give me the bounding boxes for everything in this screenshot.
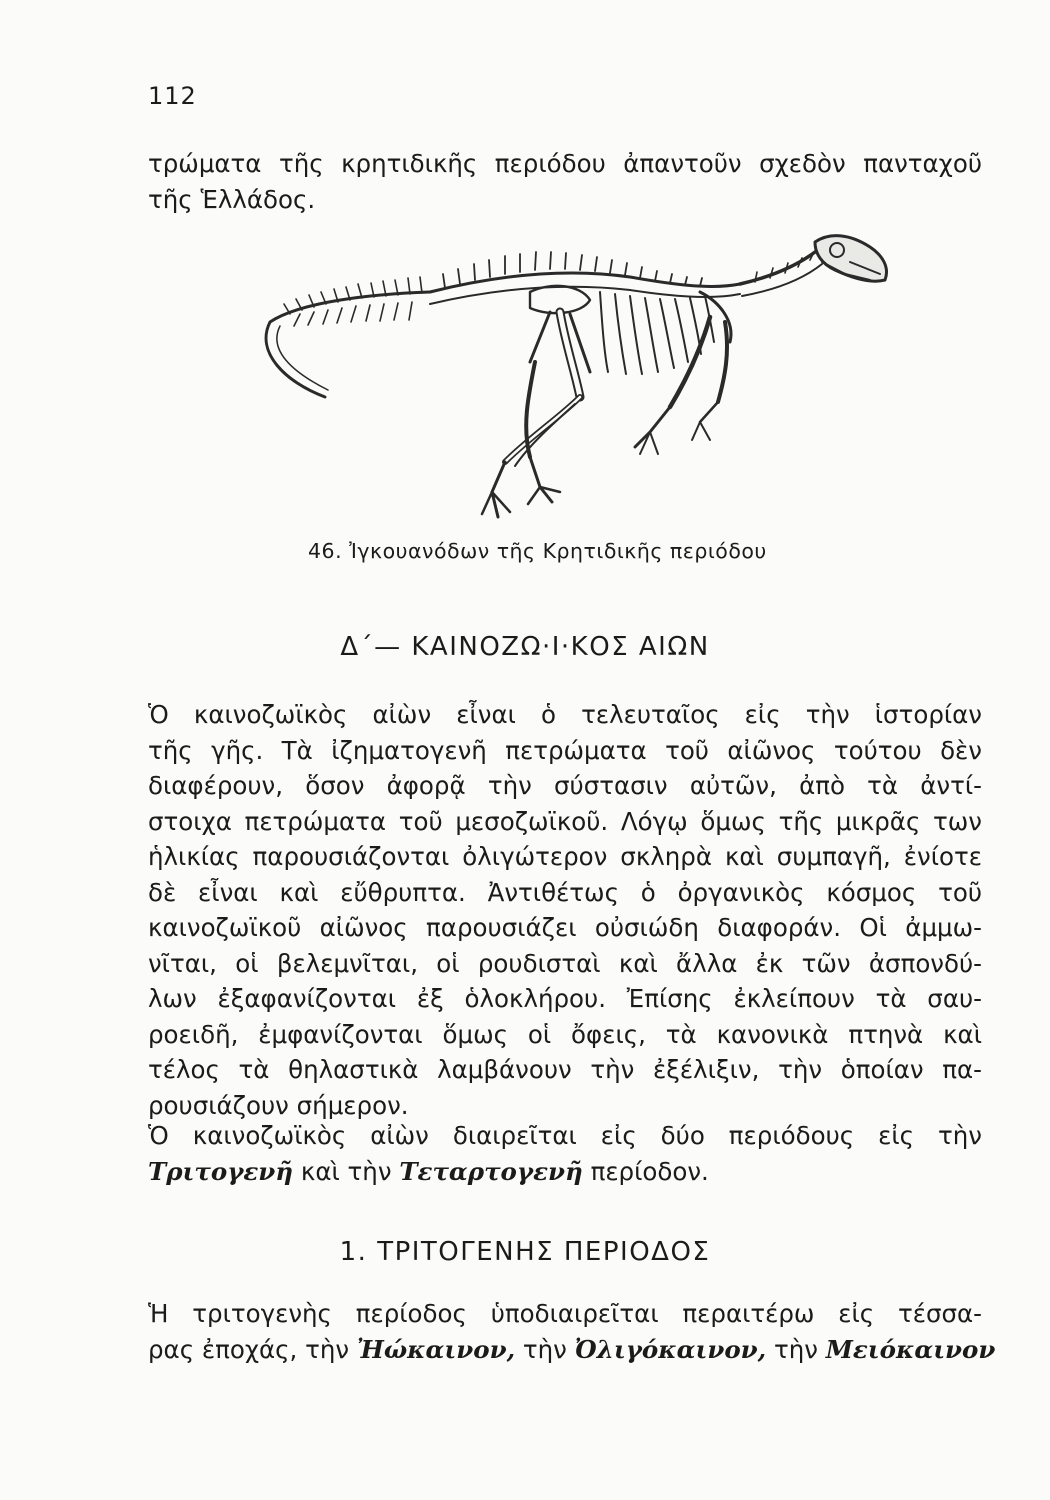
paragraph-line: στοιχα πετρώματα τοῦ μεσοζωϊκοῦ. Λόγῳ ὅμως τῆς μικρᾶς των — [148, 806, 982, 836]
intro-paragraph — [148, 146, 982, 217]
section-heading-tritogenis: 1. ΤΡΙΤΟΓΕΝΗΣ ΠΕΡΙΟΔΟΣ — [339, 1237, 711, 1267]
paragraph-line: Ὁ καινοζωϊκὸς αἰὼν διαιρεῖται εἰς δύο περιόδους εἰς τὴν — [148, 1121, 982, 1150]
page-number: 112 — [148, 82, 197, 110]
figure-caption: 46. Ἰγκουανόδων τῆς Κρητιδικῆς περιόδου — [308, 539, 767, 563]
iguanodon-skeleton-figure — [230, 222, 900, 537]
paragraph-line: Ἡ τριτογενὴς περίοδος ὑποδιαιρεῖται περαιτέρω εἰς τέσσα- — [148, 1299, 982, 1328]
paragraph-kainozoic-intro — [148, 697, 982, 1123]
paragraph-line: Ὁ καινοζωϊκὸς αἰὼν εἶναι ὁ τελευταῖος εἰς τὴν ἱστορίαν — [148, 700, 982, 729]
term-tetartogenis: Τεταρτογενῆ — [399, 1156, 583, 1186]
paragraph-line: καινοζωϊκοῦ αἰῶνος παρουσιάζει οὐσιώδη διαφοράν. Οἱ ἀμμω- — [148, 913, 982, 942]
intro-line: τῆς Ἑλλάδος. — [148, 184, 316, 214]
connector-text: περίοδον. — [582, 1156, 709, 1186]
paragraph-line: ροειδῆ, ἐμφανίζονται ὅμως οἱ ὄφεις, τὰ κανονικὰ πτηνὰ καὶ — [148, 1019, 982, 1049]
section-heading-kainozoic: Δ΄— ΚΑΙΝΟΖΩ·Ι·ΚΟΣ ΑΙΩΝ — [340, 632, 710, 662]
iguanodon-skeleton-icon — [230, 222, 900, 537]
paragraph-line: δὲ εἶναι καὶ εὔθρυπτα. Ἀντιθέτως ὁ ὀργανικὸς κόσμος τοῦ — [148, 877, 982, 907]
intro-line: τρώματα τῆς κρητιδικῆς περιόδου ἀπαντοῦν σχεδὸν πανταχοῦ — [148, 149, 982, 178]
term-eocene: Ἠώκαινον, — [356, 1334, 516, 1364]
paragraph-line — [148, 1154, 982, 1190]
connector-text: τὴν — [766, 1334, 826, 1364]
paragraph-line: τῆς γῆς. Τὰ ἰζηματογενῆ πετρώματα τοῦ αἰῶνος τούτου δὲν — [148, 735, 982, 765]
paragraph-line: διαφέρουν, ὅσον ἀφορᾷ τὴν σύστασιν αὐτῶν, ἀπὸ τὰ ἀντί- — [148, 771, 982, 800]
paragraph-kainozoic-division — [148, 1118, 982, 1189]
connector-text: τὴν — [515, 1334, 575, 1364]
paragraph-line: ρουσιάζουν σήμερον. — [148, 1090, 409, 1120]
connector-text: ρας ἐποχάς, τὴν — [148, 1334, 357, 1364]
term-oligocene: Ὀλιγόκαινον, — [574, 1334, 767, 1364]
term-miocene: Μειόκαινον — [825, 1334, 996, 1364]
connector-text: καὶ τὴν — [293, 1156, 400, 1186]
paragraph-line: ἡλικίας παρουσιάζονται ὀλιγώτερον σκληρὰ καὶ συμπαγῆ, ἐνίοτε — [148, 842, 982, 871]
paragraph-line: τέλος τὰ θηλαστικὰ λαμβάνουν τὴν ἐξέλιξιν, τὴν ὁποίαν πα- — [148, 1055, 982, 1084]
paragraph-line — [148, 1332, 996, 1368]
paragraph-line: νῖται, οἱ βελεμνῖται, οἱ ρουδισταὶ καὶ ἄλλα ἐκ τῶν ἀσπονδύ- — [148, 948, 982, 978]
paragraph-tritogenis-epochs — [148, 1296, 996, 1367]
paragraph-line: λων ἐξαφανίζονται ἐξ ὁλοκλήρου. Ἐπίσης ἐκλείπουν τὰ σαυ- — [148, 984, 982, 1013]
term-tritogenis: Τριτογενῆ — [148, 1156, 294, 1186]
